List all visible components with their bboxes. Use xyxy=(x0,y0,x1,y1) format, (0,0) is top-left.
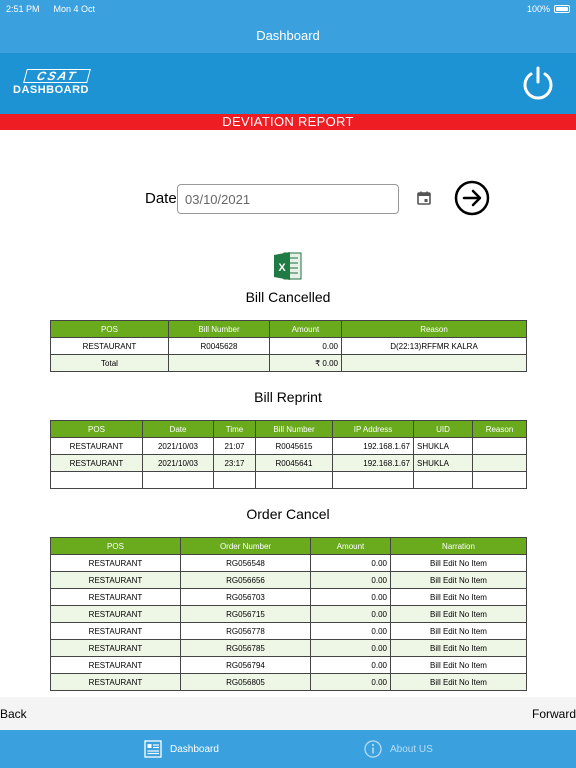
table-row xyxy=(51,640,527,657)
reason-cell xyxy=(473,455,527,472)
date-input[interactable] xyxy=(177,184,399,214)
logo-csat-text: CSAT xyxy=(23,69,91,83)
column-header: POS xyxy=(51,421,143,438)
battery-icon xyxy=(554,5,570,13)
column-header: Amount xyxy=(270,321,342,338)
pos-cell: RESTAURANT xyxy=(51,640,181,657)
narration-cell: Bill Edit No Item xyxy=(391,572,527,589)
calendar-icon[interactable] xyxy=(416,190,432,206)
column-header: Order Number xyxy=(181,538,311,555)
go-arrow-button[interactable] xyxy=(454,180,490,216)
empty-cell xyxy=(342,355,527,372)
amount-cell: 0.00 xyxy=(270,338,342,355)
table-row xyxy=(51,455,527,472)
narration-cell: Bill Edit No Item xyxy=(391,555,527,572)
column-header: POS xyxy=(51,538,181,555)
bill-reprint-table xyxy=(50,420,527,489)
nav-title: Dashboard xyxy=(256,27,320,43)
empty-row xyxy=(51,472,527,489)
info-icon xyxy=(364,740,382,758)
narration-cell: Bill Edit No Item xyxy=(391,640,527,657)
pos-cell: RESTAURANT xyxy=(51,657,181,674)
pos-cell: RESTAURANT xyxy=(51,438,143,455)
reason-cell xyxy=(473,438,527,455)
dashboard-icon xyxy=(144,740,162,758)
reason-cell: D(22:13)RFFMR KALRA xyxy=(342,338,527,355)
pos-cell: RESTAURANT xyxy=(51,623,181,640)
empty-cell xyxy=(169,355,270,372)
column-header: Reason xyxy=(473,421,527,438)
order-number-cell: RG056715 xyxy=(181,606,311,623)
date-label: Date xyxy=(145,190,177,207)
pos-cell: RESTAURANT xyxy=(51,589,181,606)
bill-cancelled-table xyxy=(50,320,527,372)
tab-about-us-label: About US xyxy=(390,743,433,755)
order-number-cell: RG056794 xyxy=(181,657,311,674)
pos-cell: RESTAURANT xyxy=(51,455,143,472)
order-number-cell: RG056703 xyxy=(181,589,311,606)
pos-cell: RESTAURANT xyxy=(51,338,169,355)
column-header: Bill Number xyxy=(169,321,270,338)
uid-cell: SHUKLA xyxy=(414,455,473,472)
order-number-cell: RG056656 xyxy=(181,572,311,589)
date-cell: 2021/10/03 xyxy=(143,438,214,455)
amount-cell: 0.00 xyxy=(311,623,391,640)
order-cancel-table xyxy=(50,537,527,691)
narration-cell: Bill Edit No Item xyxy=(391,657,527,674)
power-icon[interactable] xyxy=(520,65,556,101)
report-title: DEVIATION REPORT xyxy=(0,114,576,130)
order-number-cell: RG056785 xyxy=(181,640,311,657)
table-row xyxy=(51,606,527,623)
date-cell: 2021/10/03 xyxy=(143,455,214,472)
total-label: Total xyxy=(51,355,169,372)
ip-cell: 192.168.1.67 xyxy=(333,455,414,472)
order-number-cell: RG056805 xyxy=(181,674,311,691)
column-header: IP Address xyxy=(333,421,414,438)
tab-dashboard[interactable] xyxy=(144,739,219,759)
bill-number-cell: R0045615 xyxy=(256,438,333,455)
bill-reprint-title: Bill Reprint xyxy=(254,389,322,405)
amount-cell: 0.00 xyxy=(311,589,391,606)
pos-cell: RESTAURANT xyxy=(51,674,181,691)
csat-logo xyxy=(13,69,105,99)
narration-cell: Bill Edit No Item xyxy=(391,623,527,640)
status-date: Mon 4 Oct xyxy=(53,3,96,14)
column-header: Bill Number xyxy=(256,421,333,438)
order-cancel-title: Order Cancel xyxy=(246,506,330,522)
table-row xyxy=(51,438,527,455)
total-row xyxy=(51,355,527,372)
battery-percent: 100% xyxy=(526,3,550,14)
column-header: Date xyxy=(143,421,214,438)
column-header: Narration xyxy=(391,538,527,555)
table-row xyxy=(51,338,527,355)
app-header xyxy=(0,53,576,114)
bill-number-cell: R0045628 xyxy=(169,338,270,355)
nav-bar xyxy=(0,17,576,53)
tab-about-us[interactable] xyxy=(364,739,433,759)
table-row xyxy=(51,572,527,589)
table-row xyxy=(51,555,527,572)
pos-cell: RESTAURANT xyxy=(51,572,181,589)
amount-cell: 0.00 xyxy=(311,606,391,623)
bill-cancelled-title: Bill Cancelled xyxy=(245,289,331,305)
order-number-cell: RG056778 xyxy=(181,623,311,640)
table-row xyxy=(51,674,527,691)
status-time: 2:51 PM xyxy=(6,3,40,14)
amount-cell: 0.00 xyxy=(311,657,391,674)
back-link[interactable]: Back xyxy=(0,707,27,721)
forward-link[interactable]: Forward xyxy=(531,707,576,721)
tab-dashboard-label: Dashboard xyxy=(170,743,219,755)
amount-cell: 0.00 xyxy=(311,640,391,657)
amount-cell: 0.00 xyxy=(311,555,391,572)
svg-text:X: X xyxy=(278,262,286,274)
table-row xyxy=(51,589,527,606)
order-number-cell: RG056548 xyxy=(181,555,311,572)
column-header: Amount xyxy=(311,538,391,555)
uid-cell: SHUKLA xyxy=(414,438,473,455)
tab-bar xyxy=(0,730,576,768)
ip-cell: 192.168.1.67 xyxy=(333,438,414,455)
excel-icon[interactable] xyxy=(272,250,304,282)
pos-cell: RESTAURANT xyxy=(51,555,181,572)
total-amount: ₹ 0.00 xyxy=(270,355,342,372)
pos-cell: RESTAURANT xyxy=(51,606,181,623)
browser-nav-bar xyxy=(0,697,576,730)
table-row xyxy=(51,657,527,674)
amount-cell: 0.00 xyxy=(311,572,391,589)
narration-cell: Bill Edit No Item xyxy=(391,589,527,606)
table-row xyxy=(51,623,527,640)
column-header: Reason xyxy=(342,321,527,338)
narration-cell: Bill Edit No Item xyxy=(391,674,527,691)
column-header: POS xyxy=(51,321,169,338)
narration-cell: Bill Edit No Item xyxy=(391,606,527,623)
logo-dashboard-text: DASHBOARD xyxy=(13,84,89,96)
time-cell: 21:07 xyxy=(214,438,256,455)
time-cell: 23:17 xyxy=(214,455,256,472)
bill-number-cell: R0045641 xyxy=(256,455,333,472)
amount-cell: 0.00 xyxy=(311,674,391,691)
column-header: Time xyxy=(214,421,256,438)
status-bar xyxy=(0,0,576,17)
column-header: UID xyxy=(414,421,473,438)
